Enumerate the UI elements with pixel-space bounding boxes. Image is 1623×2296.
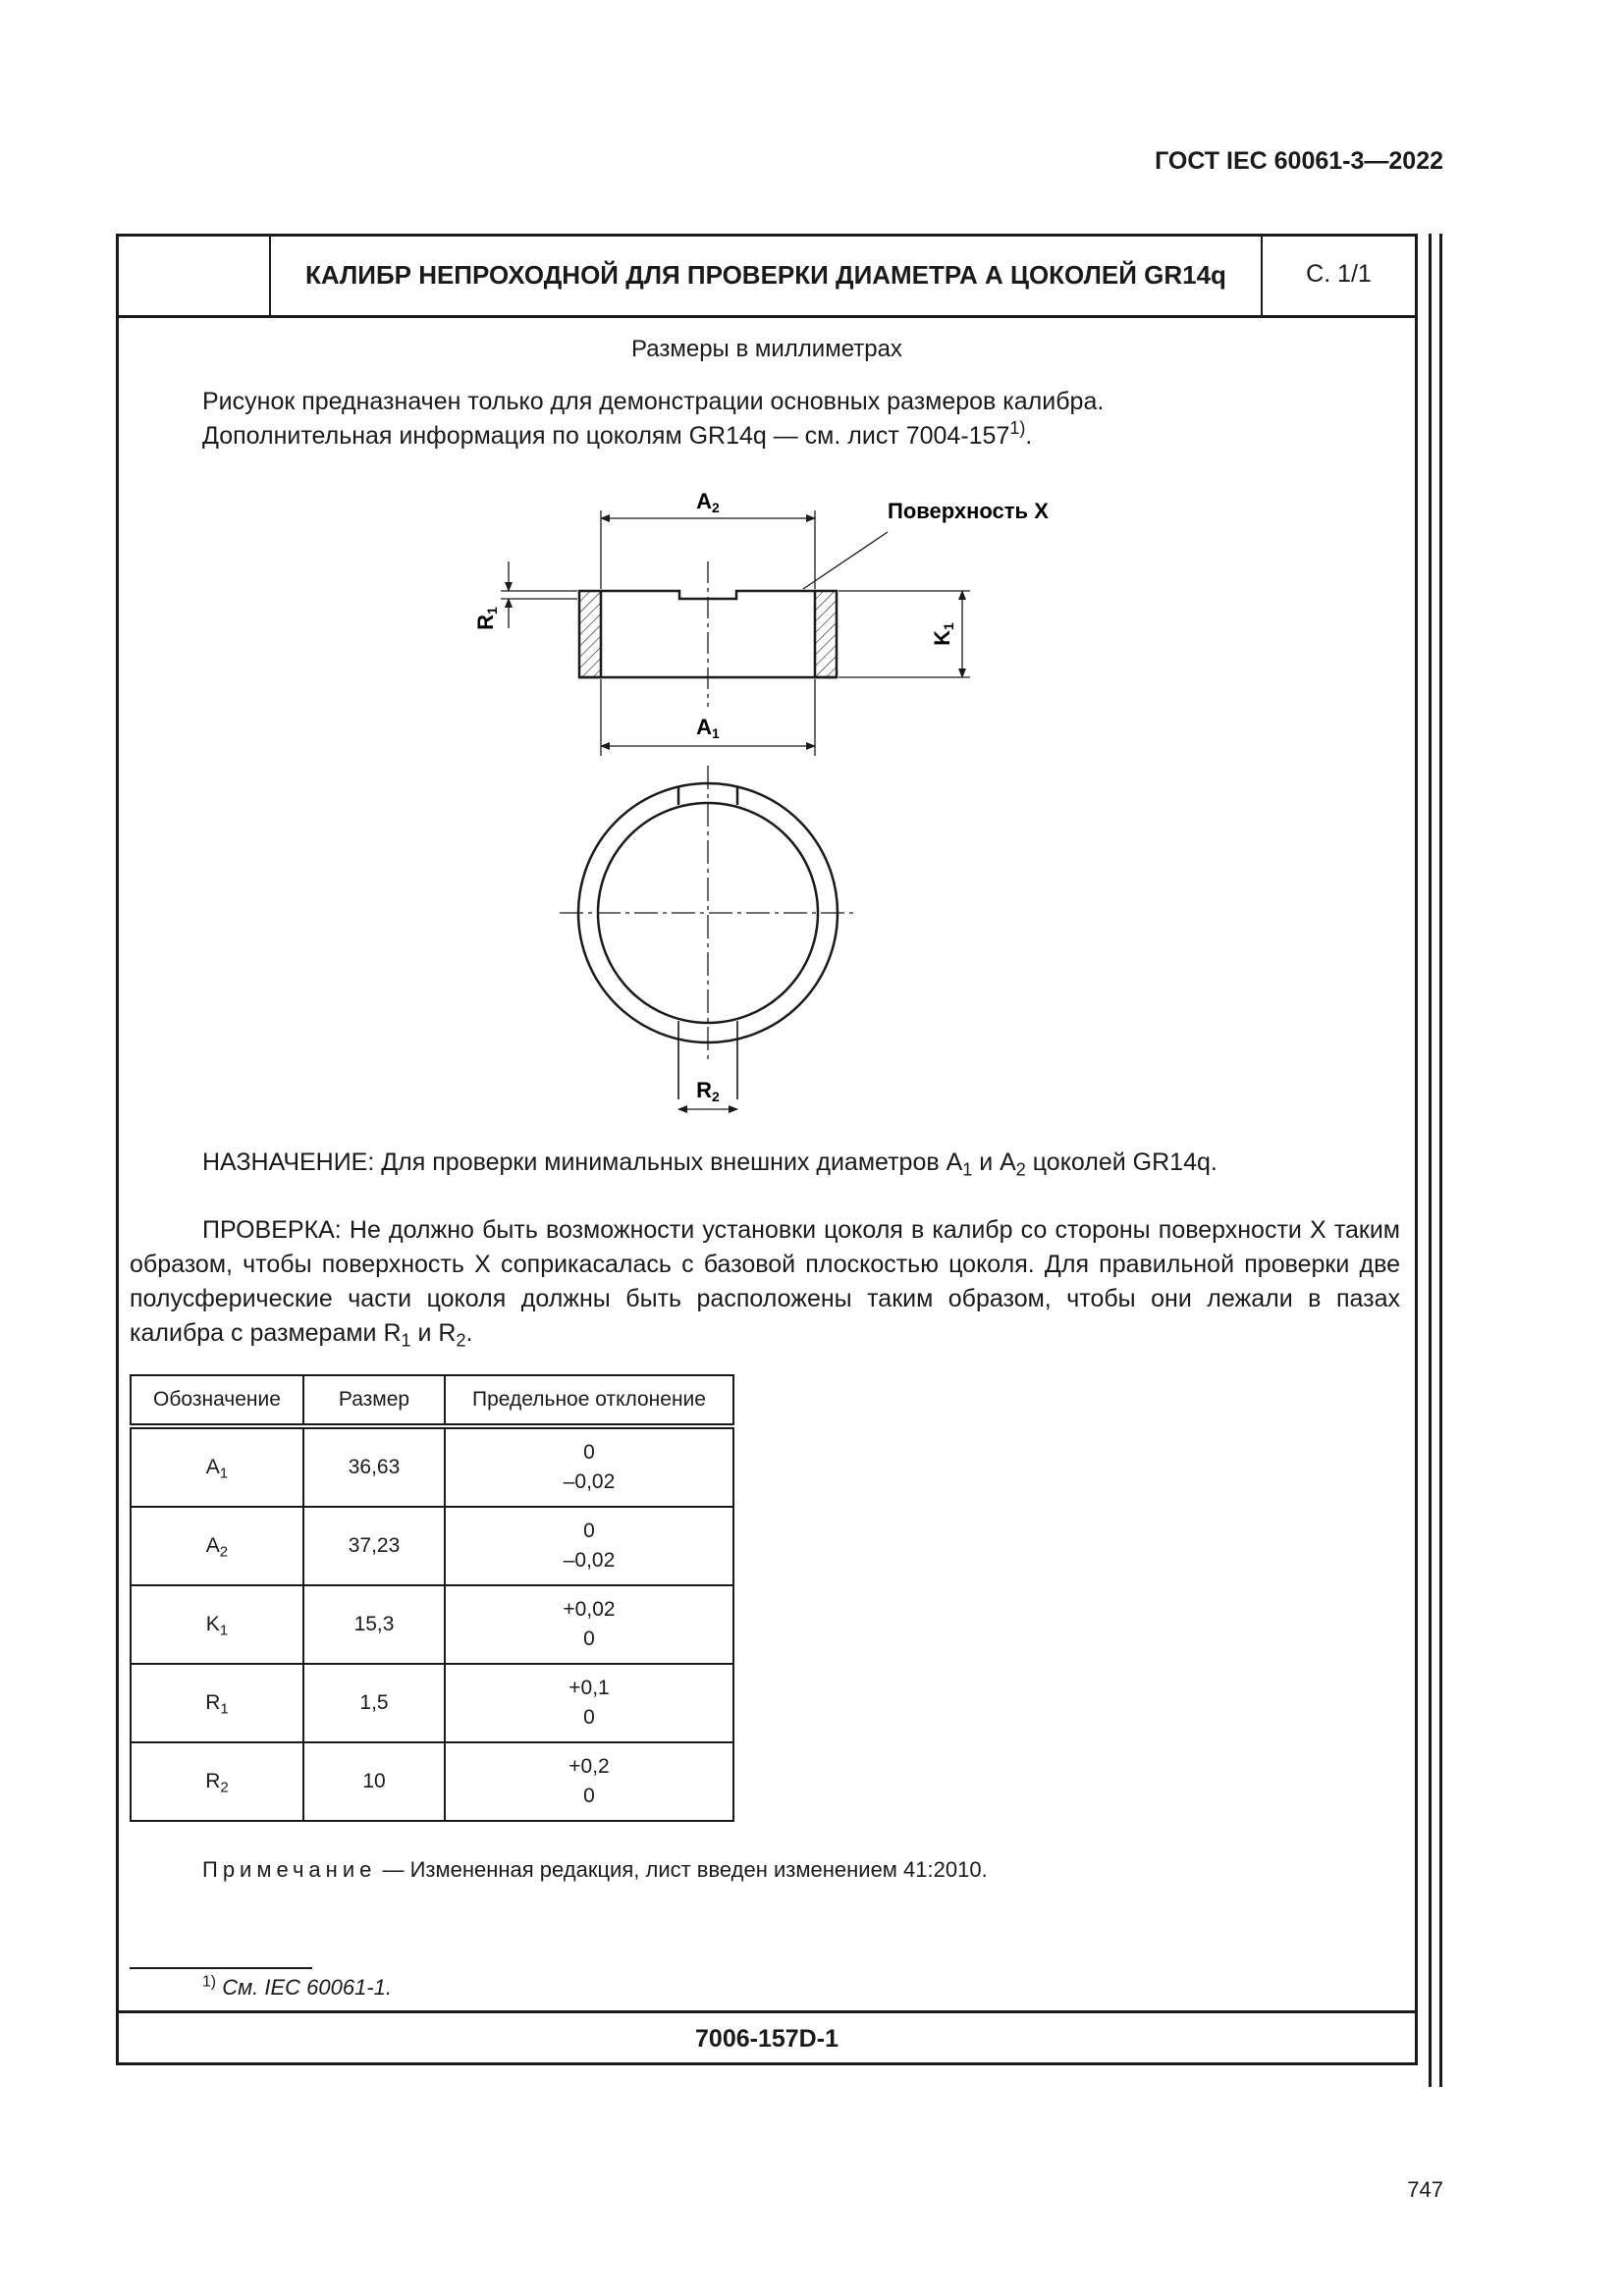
sheet-title: КАЛИБР НЕПРОХОДНОЙ ДЛЯ ПРОВЕРКИ ДИАМЕТРА А ЦОКОЛЕЙ GR14q [271,234,1263,315]
table-row [131,1585,733,1664]
cell-tolerance: 0 –0,02 [445,1507,733,1585]
cell-tolerance: +0,1 0 [445,1664,733,1742]
title-blank-cell [116,234,271,315]
sheet-code: 7006-157D-1 [116,2010,1418,2065]
title-block [116,234,1418,318]
cell-symbol: $R_2$ [131,1742,303,1821]
label-a2: A2 [696,489,720,515]
table-row [131,1426,733,1507]
surface-x-leader [803,532,888,589]
table-header-row [131,1375,733,1426]
plan-view [560,766,856,1109]
gauge-drawing [432,471,1100,1119]
intro-text [202,385,1380,454]
cell-symbol: $A_1$ [131,1426,303,1507]
cell-size: 15,3 [303,1585,445,1664]
intro-line-1: Рисунок предназначен только для демонстрации основных размеров калибра. [202,388,1105,415]
cell-symbol: $R_1$ [131,1664,303,1742]
table-row [131,1507,733,1585]
label-k1: K1 [930,622,956,646]
frame-right-line [1429,234,1432,2087]
cell-size: 10 [303,1742,445,1821]
cell-tolerance: +0,02 0 [445,1585,733,1664]
note: Примечание — Измененная редакция, лист введен изменением 41:2010. [202,1857,988,1882]
cell-symbol: $A_2$ [131,1507,303,1585]
header-size: Размер [303,1375,445,1426]
header-symbol: Обозначение [131,1375,303,1426]
label-a1: A1 [696,715,720,741]
right-wall [815,591,837,677]
cell-size: 37,23 [303,1507,445,1585]
footnote-divider [130,1967,312,1969]
cell-size: 1,5 [303,1664,445,1742]
footnote: $^{1)}$ См. IEC 60061-1. [202,1973,393,2000]
footnote-ref: 1) [1009,418,1026,439]
table-row [131,1742,733,1821]
cell-symbol: $K_1$ [131,1585,303,1664]
note-label: Примечание [202,1857,377,1882]
cell-size: 36,63 [303,1426,445,1507]
sheet-number: С. 1/1 [1306,260,1372,288]
standard-id: ГОСТ IEC 60061-3—2022 [1155,147,1443,175]
dimensions-table [130,1374,734,1822]
header-tolerance: Предельное отклонение [445,1375,733,1426]
label-r1: R1 [473,607,500,630]
cell-tolerance: +0,2 0 [445,1742,733,1821]
page-number: 747 [1407,2177,1443,2202]
frame-right-line-outer [1439,234,1442,2087]
table-row [131,1664,733,1742]
dimensions-note: Размеры в миллиметрах [631,336,902,362]
check-text: ПРОВЕРКА: Не должно быть возможности установки цоколя в калибр со стороны поверхности X таким образом, чтобы поверхность X соприкасалась с базовой плоскостью цоколя. Для правильной проверки две полусферические части цоколя должны быть расположены таким образом, чтобы они лежали в пазах калибра с размерами $R_1$ и $R_2$. [130,1216,1400,1351]
label-r2: R2 [696,1078,720,1104]
intro-line-2: Дополнительная информация по цоколям GR14q — см. лист 7004-157$^{1)}$. [202,418,1033,450]
cell-tolerance: 0 –0,02 [445,1426,733,1507]
surface-x-label: Поверхность X [888,499,1049,523]
left-wall [579,591,601,677]
section-view [473,489,1049,756]
purpose-text: НАЗНАЧЕНИЕ: Для проверки минимальных внешних диаметров $A_1$ и $A_2$ цоколей GR14q. [202,1148,1217,1180]
